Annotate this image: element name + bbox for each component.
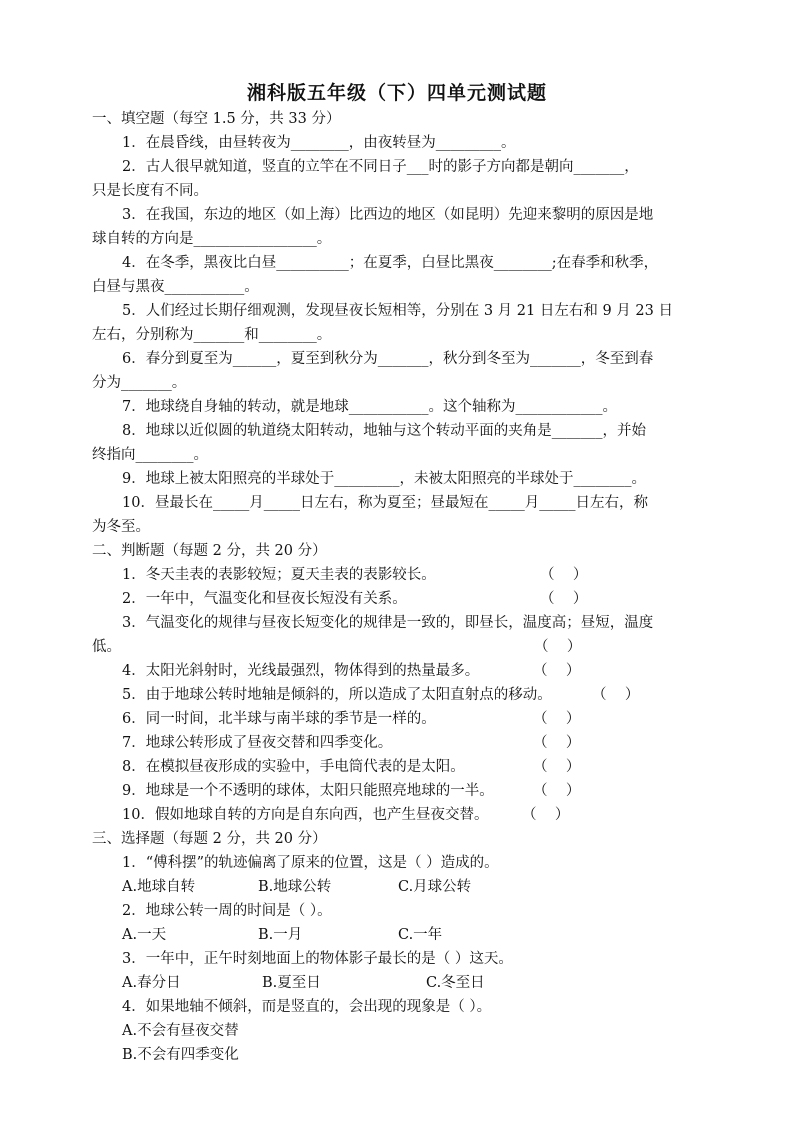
answer-blank[interactable]: （ ）: [533, 735, 581, 751]
question-text: 10．假如地球自转的方向是自东向西，也产生昼夜交替。: [122, 807, 489, 823]
question-text: 1．冬天圭表的表影较短；夏天圭表的表影较长。: [122, 567, 436, 583]
question-text: 1．“傅科摆”的轨迹偏离了原来的位置，这是（ ）造成的。: [122, 855, 499, 871]
question-text: 为冬至。: [92, 519, 150, 535]
question-text: 5．人们经过长期仔细观测，发现昼夜长短相等，分别在 3 月 21 日左右和 9 月 23 日: [122, 303, 673, 319]
choice-option[interactable]: B.不会有四季变化: [122, 1047, 239, 1063]
answer-blank[interactable]: （ ）: [533, 663, 581, 679]
answer-blank[interactable]: （ ）: [540, 567, 588, 583]
choice-option[interactable]: A.春分日: [122, 975, 181, 991]
question-text: 5．由于地球公转时地轴是倾斜的，所以造成了太阳直射点的移动。: [122, 687, 552, 703]
question-text: 10．昼最长在_____月_____日左右，称为夏至；昼最短在_____月_____日左右，称: [122, 495, 648, 511]
answer-blank[interactable]: （ ）: [534, 639, 582, 655]
question-text: 左右，分别称为_______和________。: [92, 327, 332, 343]
question-text: 9．地球是一个不透明的球体，太阳只能照亮地球的一半。: [122, 783, 494, 799]
question-text: 6．同一时间，北半球与南半球的季节是一样的。: [122, 711, 436, 727]
answer-blank[interactable]: （ ）: [533, 783, 581, 799]
choice-option[interactable]: A.一天: [122, 927, 167, 943]
choice-option[interactable]: B.地球公转: [258, 879, 332, 895]
question-text: 3．气温变化的规律与昼夜长短变化的规律是一致的，即昼长，温度高；昼短，温度: [122, 615, 654, 631]
question-text: 分为_______。: [92, 375, 187, 391]
question-text: 2．地球公转一周的时间是（ ）。: [122, 903, 332, 919]
question-text: 4．太阳光斜射时，光线最强烈，物体得到的热量最多。: [122, 663, 480, 679]
answer-blank[interactable]: （ ）: [533, 759, 581, 775]
section-heading-fill-blank: 一、填空题（每空 1.5 分，共 33 分）: [92, 111, 341, 127]
page-title: 湘科版五年级（下）四单元测试题: [246, 82, 547, 104]
question-text: 低。: [92, 639, 121, 655]
choice-option[interactable]: C.一年: [398, 927, 443, 943]
section-heading-true-false: 二、判断题（每题 2 分，共 20 分）: [92, 543, 327, 559]
question-text: 1．在晨昏线，由昼转夜为________，由夜转昼为_________。: [122, 135, 516, 151]
answer-blank[interactable]: （ ）: [592, 687, 640, 703]
choice-option[interactable]: C.月球公转: [398, 879, 472, 895]
choice-option[interactable]: C.冬至日: [426, 975, 485, 991]
question-text: 4．如果地轴不倾斜，而是竖直的，会出现的现象是（ ）。: [122, 999, 492, 1015]
question-text: 2．古人很早就知道，竖直的立竿在不同日子___时的影子方向都是朝向_______，: [122, 159, 639, 175]
question-text: 3．在我国，东边的地区（如上海）比西边的地区（如昆明）先迎来黎明的原因是地: [122, 207, 654, 223]
question-text: 白昼与黑夜___________。: [92, 279, 259, 295]
choice-option[interactable]: A.地球自转: [122, 879, 196, 895]
question-text: 终指向________。: [92, 447, 208, 463]
question-text: 球自转的方向是_________________。: [92, 231, 332, 247]
choice-option[interactable]: A.不会有昼夜交替: [122, 1023, 239, 1039]
answer-blank[interactable]: （ ）: [522, 807, 570, 823]
question-text: 6．春分到夏至为______，夏至到秋分为_______，秋分到冬至为_______，冬至到春: [122, 351, 654, 367]
question-text: 9．地球上被太阳照亮的半球处于_________，未被太阳照亮的半球处于________。: [122, 471, 646, 487]
question-text: 8．地球以近似圆的轨道绕太阳转动，地轴与这个转动平面的夹角是_______，并始: [122, 423, 646, 439]
question-text: 7．地球绕自身轴的转动，就是地球___________。这个轴称为____________。: [122, 399, 617, 415]
section-heading-multiple-choice: 三、选择题（每题 2 分，共 20 分）: [92, 831, 327, 847]
question-text: 7．地球公转形成了昼夜交替和四季变化。: [122, 735, 393, 751]
answer-blank[interactable]: （ ）: [540, 591, 588, 607]
question-text: 8．在模拟昼夜形成的实验中，手电筒代表的是太阳。: [122, 759, 465, 775]
choice-option[interactable]: B.夏至日: [262, 975, 321, 991]
choice-option[interactable]: B.一月: [258, 927, 303, 943]
answer-blank[interactable]: （ ）: [533, 711, 581, 727]
question-text: 只是长度有不同。: [92, 183, 208, 199]
question-text: 4．在冬季，黑夜比白昼__________；在夏季，白昼比黑夜________;在春季和秋季，: [122, 255, 659, 271]
question-text: 2．一年中，气温变化和昼夜长短没有关系。: [122, 591, 407, 607]
question-text: 3．一年中，正午时刻地面上的物体影子最长的是（ ）这天。: [122, 951, 513, 967]
